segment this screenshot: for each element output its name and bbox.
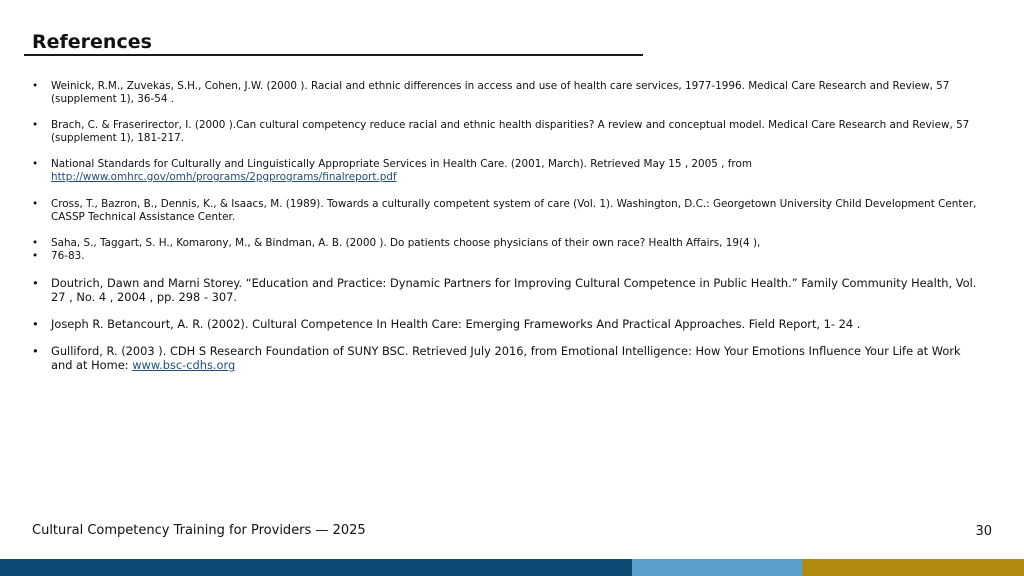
footer-bar-gold [802, 559, 1024, 576]
title-underline [24, 54, 643, 56]
reference-item: • Gulliford, R. (2003 ). CDH S Research Foundation of SUNY BSC. Retrieved July 2016, from Emotional Intelligence: How Your Emotions Influence Your Life at Work and at Home: www.bsc-cdhs.org [32, 344, 982, 372]
reference-link[interactable]: http://www.omhrc.gov/omh/programs/2pgprograms/finalreport.pdf [51, 171, 397, 183]
reference-item: • Saha, S., Taggart, S. H., Komarony, M., & Bindman, A. B. (2000 ). Do patients choose physicians of their own race? Health Affairs, 19(4 ), [32, 237, 982, 250]
footer-bar-blue [632, 559, 802, 576]
reference-item: • Doutrich, Dawn and Marni Storey. “Education and Practice: Dynamic Partners for Improving Cultural Competence in Public Health.” Family Community Health, Vol. 27 , No. 4 , 2004 , pp. 298 - 307. [32, 276, 982, 304]
reference-item: • Weinick, R.M., Zuvekas, S.H., Cohen, J.W. (2000 ). Racial and ethnic differences in access and use of health care services, 1977-1996. Medical Care Research and Review, 57 (supplement 1), 36-54 . [32, 80, 982, 106]
reference-link[interactable]: www.bsc-cdhs.org [132, 358, 236, 372]
footer-text: Cultural Competency Training for Providers — 2025 [32, 523, 366, 538]
footer-bar-navy [0, 559, 632, 576]
reference-item: • National Standards for Culturally and Linguistically Appropriate Services in Health Care. (2001, March). Retrieved May 15 , 2005 , from http://www.omhrc.gov/omh/programs/2pgprograms/finalreport.pdf [32, 158, 982, 184]
reference-item: • 76-83. [32, 250, 982, 263]
reference-item: • Brach, C. & Fraserirector, I. (2000 ).Can cultural competency reduce racial and ethnic health disparities? A review and conceptual model. Medical Care Research and Review, 57 (supplement 1), 181-217. [32, 119, 982, 145]
reference-item: • Cross, T., Bazron, B., Dennis, K., & Isaacs, M. (1989). Towards a culturally competent system of care (Vol. 1). Washington, D.C.: Georgetown University Child Development Center, CASSP Technical Assistance Center. [32, 198, 982, 224]
reference-item: • Joseph R. Betancourt, A. R. (2002). Cultural Competence In Health Care: Emerging Frameworks And Practical Approaches. Field Report, 1- 24 . [32, 317, 982, 331]
slide-title: References [32, 31, 152, 53]
reference-list [32, 80, 982, 372]
page-number: 30 [975, 524, 992, 539]
